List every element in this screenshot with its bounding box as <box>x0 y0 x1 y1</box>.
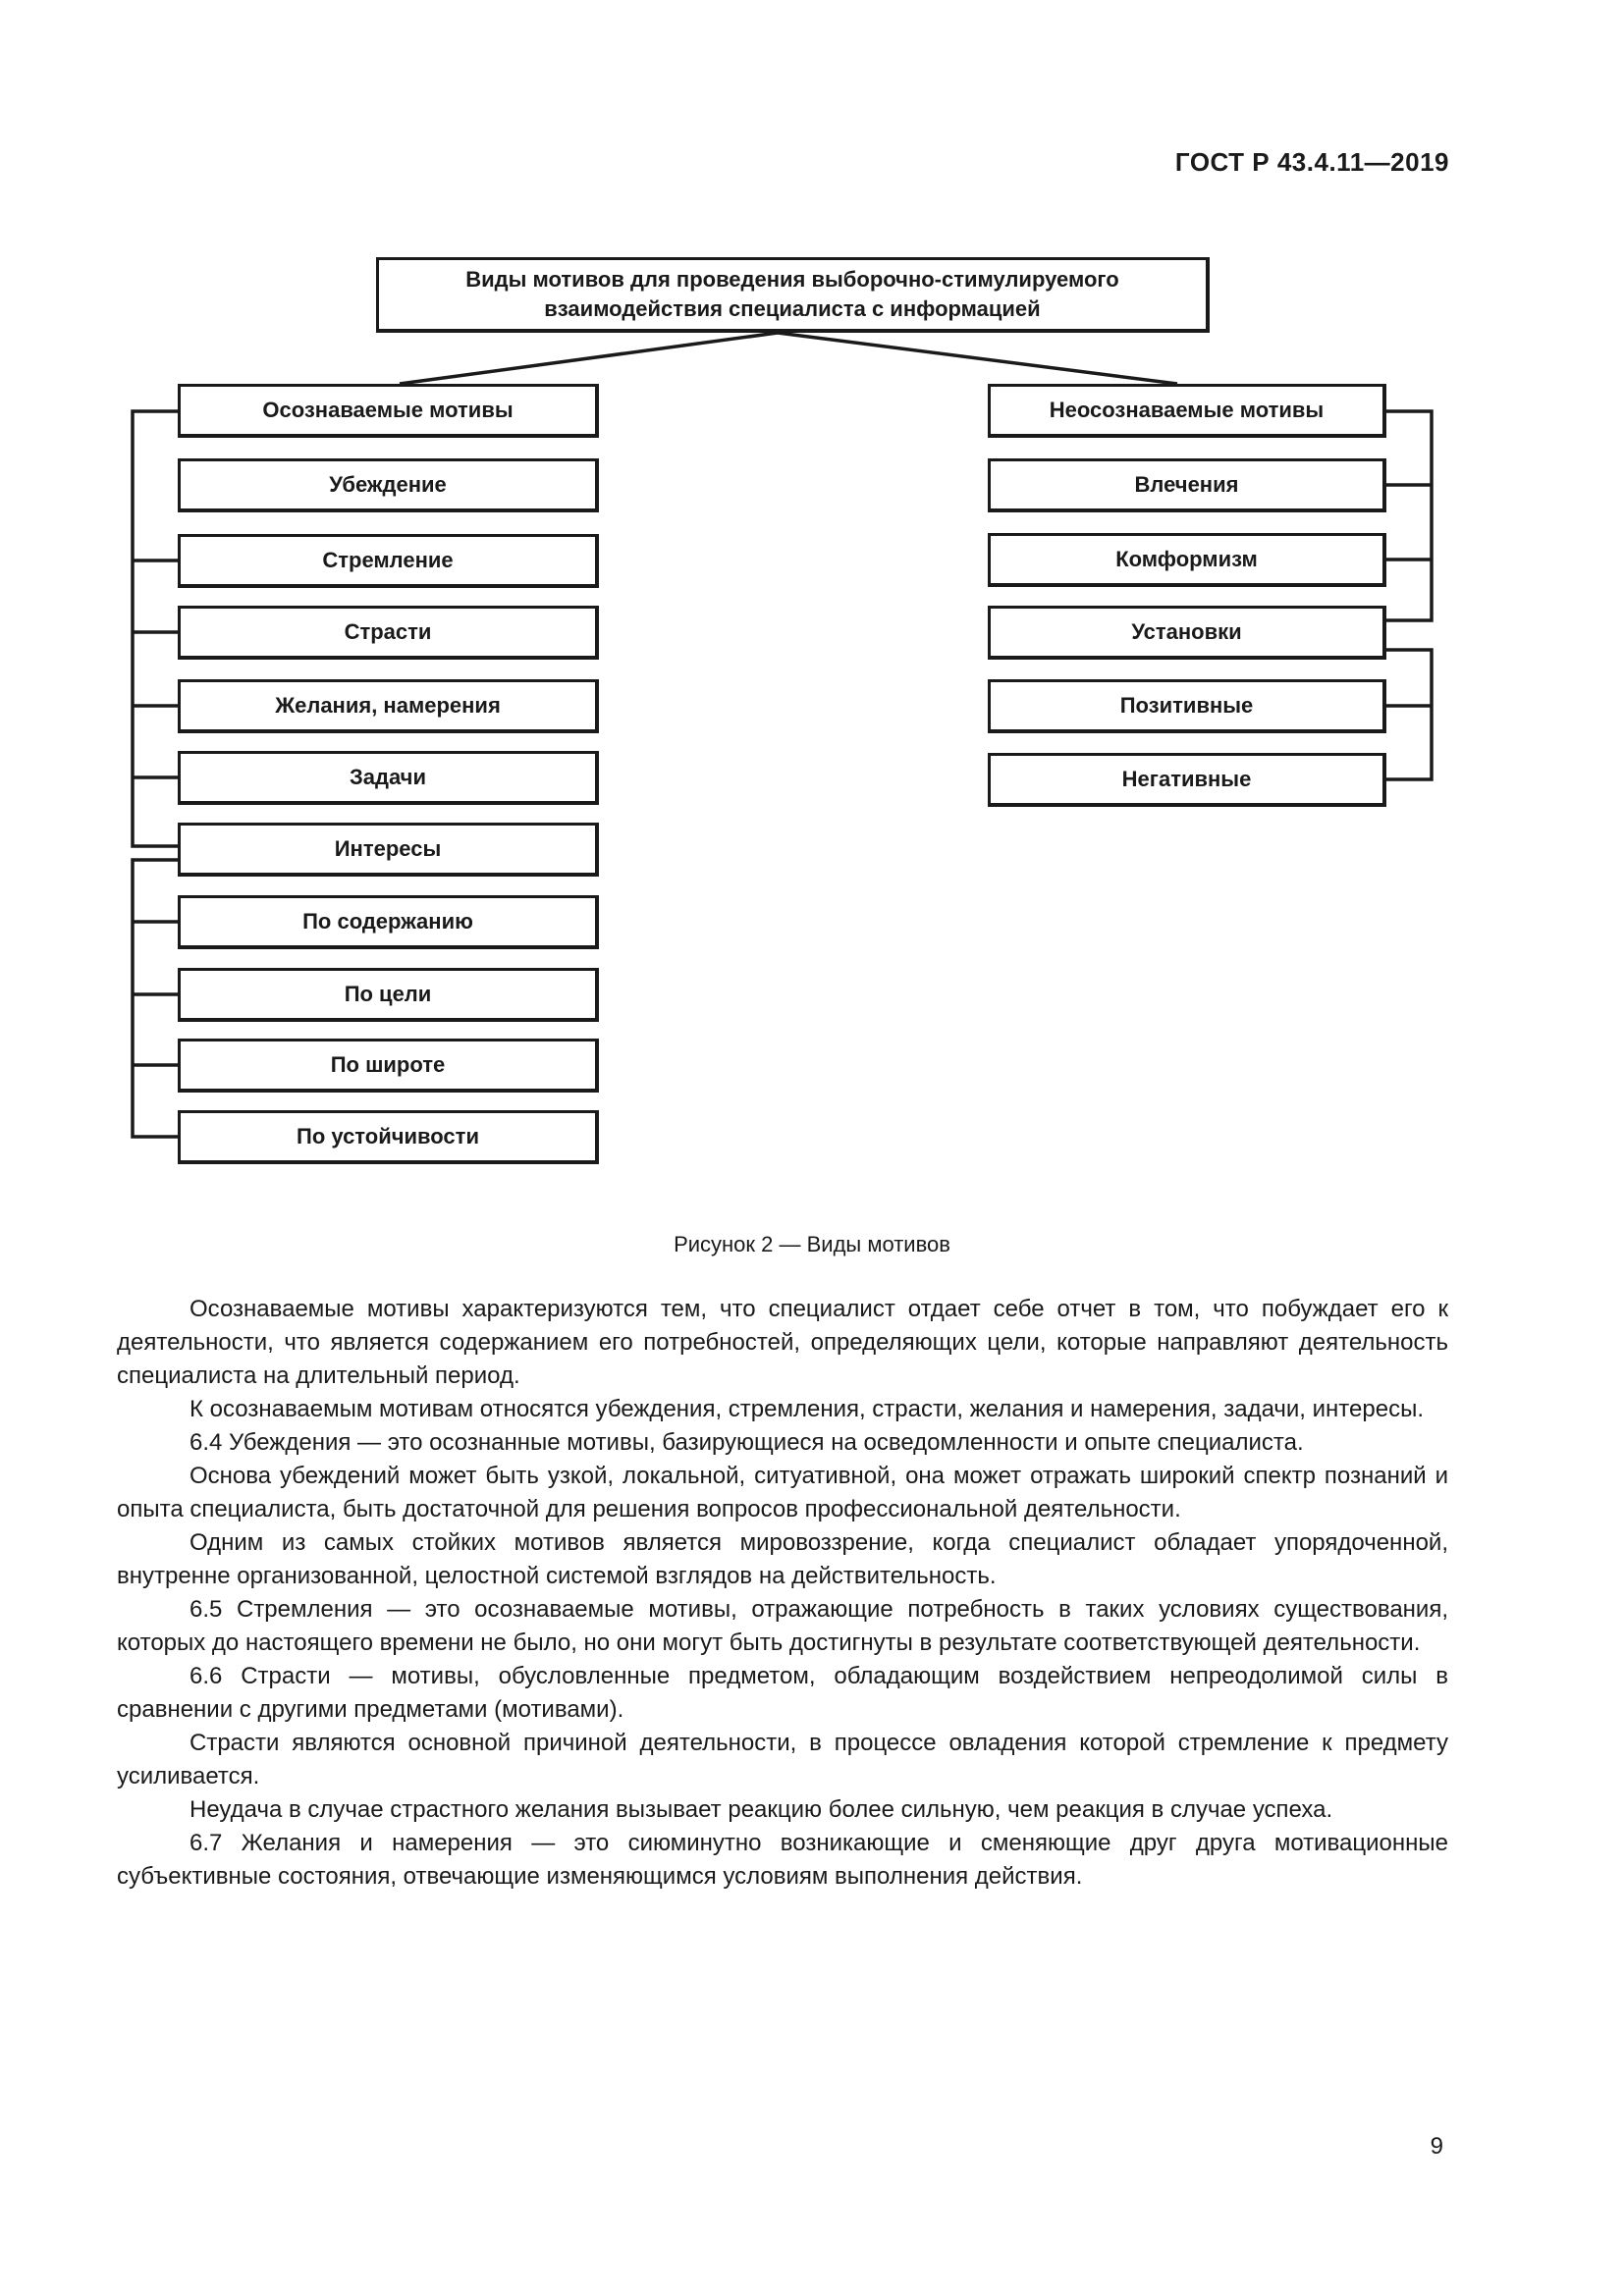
box-conscious-motives: Осознаваемые мотивы <box>178 384 599 438</box>
connector-root-right <box>778 333 1177 384</box>
figure-caption: Рисунок 2 — Виды мотивов <box>674 1232 950 1256</box>
box-by-breadth: По широте <box>178 1039 599 1093</box>
paragraph: Осознаваемые мотивы характеризуются тем, что специалист отдает себе отчет в том, что побуждает его к деятельности, что является содержанием его потребностей, определяющих цели, которые направляют деятельность специалиста на длительный период. <box>117 1296 1448 1389</box>
box-tasks: Задачи <box>178 751 599 805</box>
page-number: 9 <box>1430 2133 1443 2160</box>
paragraph: Одним из самых стойких мотивов является мировоззрение, когда специалист обладает упорядоченной, внутренне организованной, целостной системой взглядов на действительность. <box>117 1529 1448 1589</box>
box-conformism: Комформизм <box>988 533 1386 587</box>
paragraph: Неудача в случае страстного желания вызывает реакцию более сильную, чем реакция в случае успеха. <box>189 1796 1333 1823</box>
left-bracket-interests <box>133 860 178 1137</box>
root-line-1: Виды мотивов для проведения выборочно-стимулируемого <box>465 267 1119 292</box>
box-aspiration: Стремление <box>178 534 599 588</box>
paragraph: 6.6 Страсти — мотивы, обусловленные предметом, обладающим воздействием непреодолимой силы в сравнении с другими предметами (мотивами). <box>117 1663 1448 1723</box>
box-drives: Влечения <box>988 458 1386 512</box>
box-positive: Позитивные <box>988 679 1386 733</box>
paragraph: Страсти являются основной причиной деятельности, в процессе овладения которой стремление к предмету усиливается. <box>117 1730 1448 1789</box>
paragraph: 6.5 Стремления — это осознаваемые мотивы, отражающие потребность в таких условиях существования, которых до настоящего времени не было, но они могут быть достигнуты в результате соответствующей деятельности. <box>117 1596 1448 1656</box>
box-unconscious-motives: Неосознаваемые мотивы <box>988 384 1386 438</box>
box-negative: Негативные <box>988 753 1386 807</box>
paragraph: Основа убеждений может быть узкой, локальной, ситуативной, она может отражать широкий спектр познаний и опыта специалиста, быть достаточной для решения вопросов профессиональной деятельности. <box>117 1463 1448 1522</box>
right-bracket-attitudes <box>1386 650 1432 779</box>
root-line-2: взаимодействия специалиста с информацией <box>544 296 1041 321</box>
box-desires-intentions: Желания, намерения <box>178 679 599 733</box>
paragraph: 6.4 Убеждения — это осознанные мотивы, базирующиеся на осведомленности и опыте специалиста. <box>189 1429 1304 1456</box>
box-by-stability: По устойчивости <box>178 1110 599 1164</box>
left-bracket-conscious <box>133 411 178 846</box>
box-passions: Страсти <box>178 606 599 660</box>
body-text <box>117 1293 1448 1894</box>
standard-code: ГОСТ Р 43.4.11—2019 <box>1174 147 1449 177</box>
box-attitudes: Установки <box>988 606 1386 660</box>
paragraph: К осознаваемым мотивам относятся убеждения, стремления, страсти, желания и намерения, задачи, интересы. <box>189 1396 1424 1422</box>
diagram-root-box <box>376 257 1210 333</box>
box-interests: Интересы <box>178 823 599 877</box>
box-by-content: По содержанию <box>178 895 599 949</box>
box-conviction: Убеждение <box>178 458 599 512</box>
connector-root-left <box>400 333 778 384</box>
box-by-goal: По цели <box>178 968 599 1022</box>
paragraph: 6.7 Желания и намерения — это сиюминутно возникающие и сменяющие друг друга мотивационные субъективные состояния, отвечающие изменяющимся условиям выполнения действия. <box>117 1830 1448 1890</box>
right-bracket-unconscious <box>1386 411 1432 620</box>
